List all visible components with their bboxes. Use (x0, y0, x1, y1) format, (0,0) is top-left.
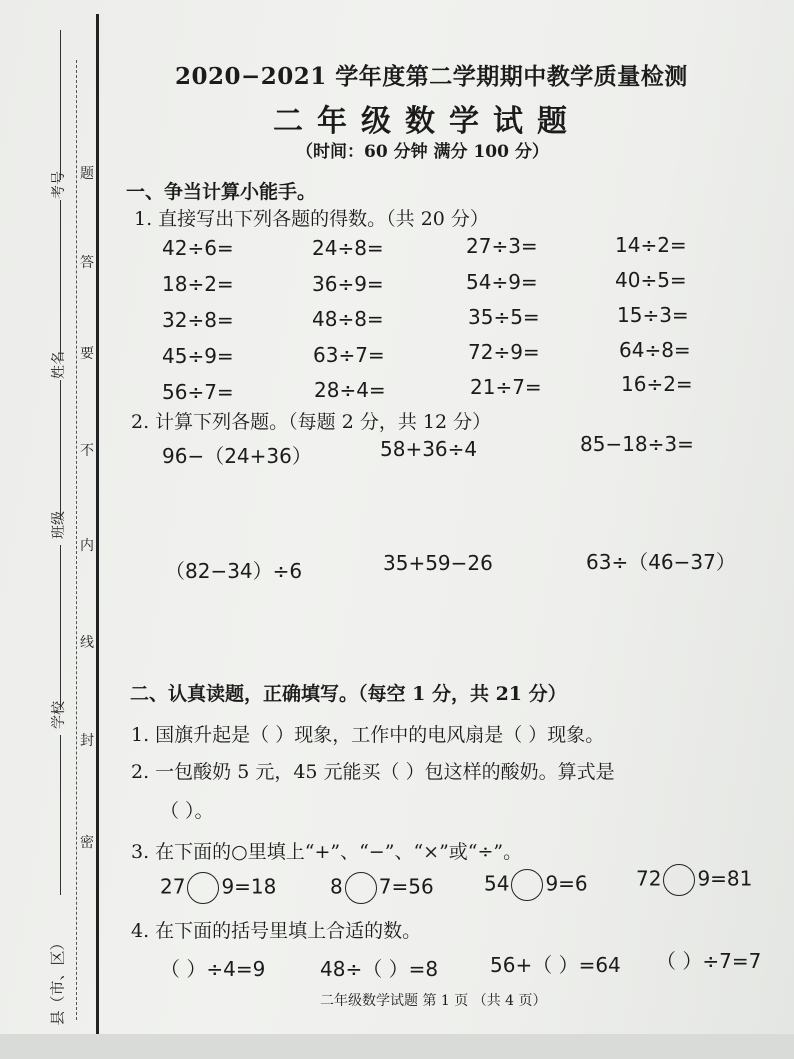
operator-item (484, 869, 588, 901)
section-2-title: 二、认真读题，正确填写。（每空 1 分，共 21 分） (130, 683, 567, 705)
notice-char: 线 (80, 635, 94, 651)
question-2-2-line1: 2. 一包酸奶 5 元，45 元能买（ ）包这样的酸奶。算式是 (131, 761, 615, 783)
question-2-3: 3. 在下面的○里填上“+”、“−”、“×”或“÷”。 (131, 841, 523, 863)
oral-calc-item: 18÷2= (162, 272, 234, 296)
fill-blank-item: （ ）÷7=7 (656, 949, 762, 973)
exam-time-score: （时间：60 分钟 满分 100 分） (296, 142, 549, 162)
field-underline (60, 735, 61, 895)
field-county: 县（市、区） (48, 935, 67, 1026)
oral-calc-item: 48÷8= (312, 307, 384, 331)
binding-dashed-line (76, 60, 77, 1020)
operator-right: 9=6 (545, 871, 588, 896)
question-1-2-title: 2. 计算下列各题。（每题 2 分，共 12 分） (131, 411, 492, 433)
operator-circle[interactable] (511, 869, 543, 901)
oral-calc-item: 54÷9= (466, 270, 538, 294)
operator-left: 8 (330, 874, 343, 899)
section-1-title: 一、争当计算小能手。 (126, 181, 317, 203)
photo-edge-shadow (0, 1034, 794, 1059)
oral-calc-item: 21÷7= (470, 375, 542, 399)
written-calc-item: 58+36÷4 (380, 437, 478, 461)
oral-calc-item: 24÷8= (312, 236, 384, 260)
operator-item (160, 872, 276, 904)
operator-circle[interactable] (345, 872, 377, 904)
oral-calc-item: 45÷9= (162, 344, 234, 368)
field-underline (60, 380, 61, 520)
oral-calc-item: 42÷6= (162, 236, 234, 260)
oral-calc-item: 35÷5= (468, 305, 540, 329)
question-1-1-title: 1. 直接写出下列各题的得数。（共 20 分） (134, 208, 489, 230)
exam-subject-title: 二年级数学试题 (273, 104, 581, 139)
binding-border-line (96, 14, 99, 1039)
page-footer: 二年级数学试题 第 1 页 （共 4 页） (320, 993, 547, 1009)
oral-calc-item: 63÷7= (313, 343, 385, 367)
oral-calc-item: 15÷3= (617, 303, 689, 327)
fill-blank-item: （ ）÷4=9 (160, 957, 266, 981)
operator-right: 9=81 (697, 866, 753, 891)
fill-blank-item: 56+（ ）=64 (490, 953, 621, 977)
field-underline (60, 30, 61, 180)
oral-calc-item: 27÷3= (466, 234, 538, 258)
notice-char: 要 (80, 346, 94, 362)
notice-char: 答 (80, 255, 94, 271)
field-class: 班级 (51, 511, 67, 539)
oral-calc-item: 14÷2= (615, 233, 687, 257)
written-calc-item: 35+59−26 (383, 551, 493, 575)
written-calc-item: 96−（24+36） (162, 444, 312, 468)
oral-calc-item: 40÷5= (615, 268, 687, 292)
oral-calc-item: 36÷9= (312, 272, 384, 296)
operator-item (636, 864, 752, 896)
question-2-1: 1. 国旗升起是（ ）现象，工作中的电风扇是（ ）现象。 (131, 724, 605, 746)
oral-calc-item: 64÷8= (619, 338, 691, 362)
operator-right: 7=56 (378, 874, 434, 899)
field-school: 学校 (51, 701, 67, 729)
notice-char: 内 (80, 538, 94, 554)
operator-left: 27 (160, 874, 186, 899)
oral-calc-item: 56÷7= (162, 380, 234, 404)
field-underline (60, 200, 61, 360)
field-name: 姓名 (51, 351, 67, 379)
oral-calc-item: 28÷4= (314, 378, 386, 402)
written-calc-item: 85−18÷3= (580, 432, 694, 456)
operator-circle[interactable] (187, 872, 219, 904)
notice-char: 不 (80, 443, 94, 459)
oral-calc-item: 16÷2= (621, 372, 693, 396)
question-2-2-line2: （ ）。 (160, 800, 214, 822)
field-underline (60, 545, 61, 710)
question-2-4: 4. 在下面的括号里填上合适的数。 (131, 920, 422, 942)
operator-item (330, 872, 434, 904)
written-calc-item: 63÷（46−37） (586, 550, 736, 574)
notice-char: 密 (80, 835, 94, 851)
operator-left: 72 (636, 866, 662, 891)
field-exam-number: 考号 (51, 171, 67, 199)
oral-calc-item: 72÷9= (468, 340, 540, 364)
oral-calc-item: 32÷8= (162, 308, 234, 332)
written-calc-item: （82−34）÷6 (165, 559, 303, 583)
operator-right: 9=18 (221, 874, 277, 899)
notice-char: 封 (80, 733, 94, 749)
exam-header-title: 2020−2021 学年度第二学期期中教学质量检测 (175, 63, 688, 90)
operator-left: 54 (484, 871, 510, 896)
fill-blank-item: 48÷（ ）=8 (320, 957, 439, 981)
operator-circle[interactable] (663, 864, 695, 896)
notice-char: 题 (80, 166, 94, 182)
